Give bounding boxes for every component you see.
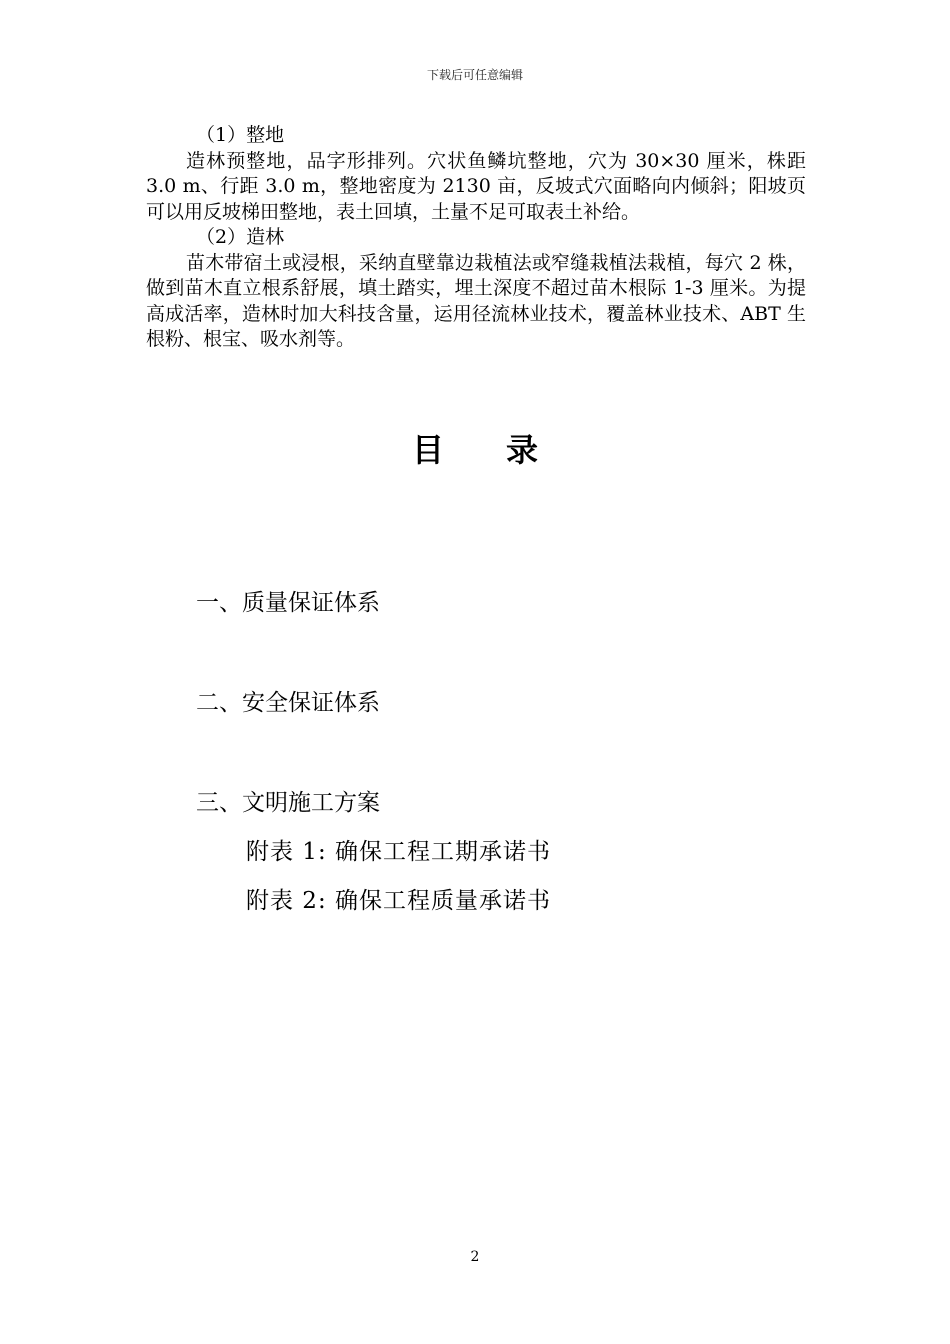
toc-title	[0, 425, 950, 471]
toc-sub-item-2: 附表 2: 确保工程质量承诺书	[246, 888, 552, 914]
document-body	[146, 123, 806, 353]
section-heading-1: （1）整地	[196, 124, 285, 146]
page-number: 2	[470, 1249, 480, 1265]
toc-item-1: 一、质量保证体系	[196, 590, 380, 616]
toc-item-3: 三、文明施工方案	[196, 790, 380, 816]
toc-title-left: 目	[411, 431, 444, 469]
toc-title-right: 录	[506, 431, 539, 469]
toc-item-2: 二、安全保证体系	[196, 690, 380, 716]
section-paragraph-1: 造林预整地，品字形排列。穴状鱼鳞坑整地，穴为 30×30 厘米，株距 3.0 m、行距 3.0 m，整地密度为 2130 亩，反坡式穴面略向内倾斜；阳坡页可以用反坡梯田整地，表土回填，土量不足可取表土补给。	[146, 149, 806, 223]
page-header: 下载后可任意编辑	[426, 68, 523, 82]
section-heading-2: （2）造林	[196, 226, 285, 248]
section-paragraph-2: 苗木带宿土或浸根，采纳直壁靠边栽植法或窄缝栽植法栽植，每穴 2 株，做到苗木直立根系舒展，填土踏实，埋土深度不超过苗木根际 1-3 厘米。为提高成活率，造林时加大科技含量，运用径流林业技术，覆盖林业技术、ABT 生根粉、根宝、吸水剂等。	[146, 251, 806, 350]
toc-sub-item-1: 附表 1: 确保工程工期承诺书	[246, 839, 552, 865]
